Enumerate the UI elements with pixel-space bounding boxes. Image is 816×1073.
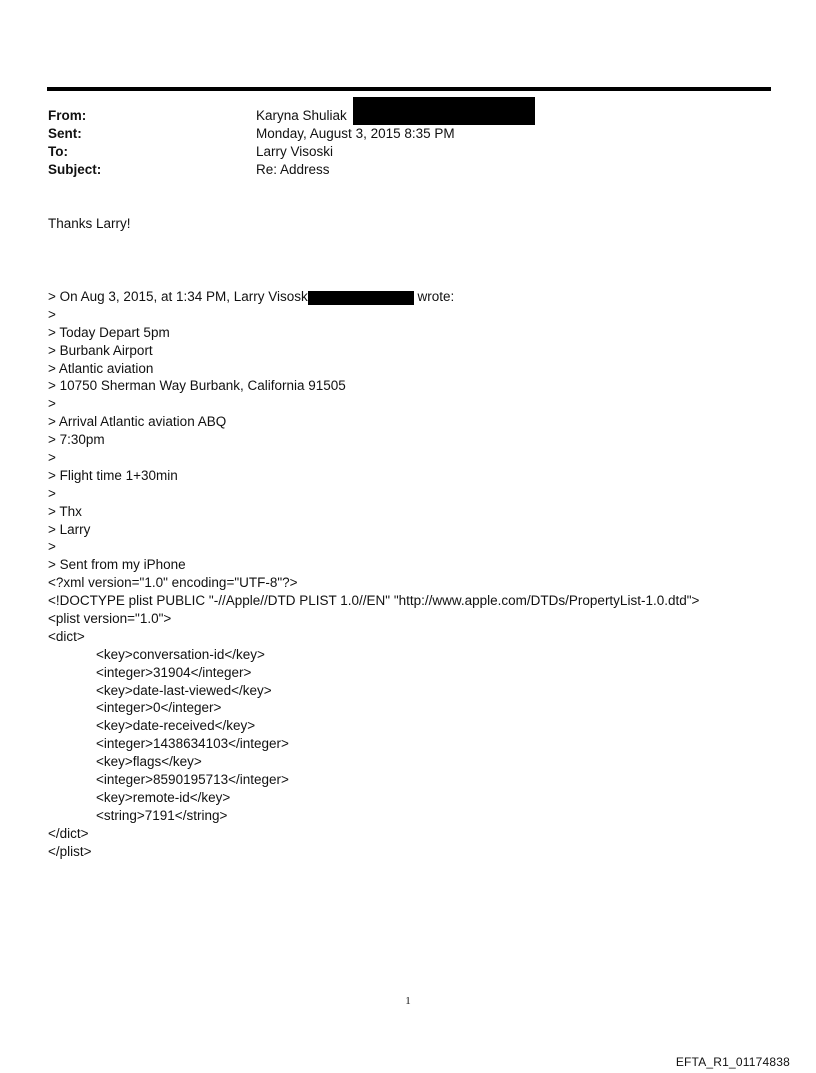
body-line: > [48,396,56,412]
page-number: 1 [405,995,411,1007]
body-line: > Thx [48,503,82,519]
from-value [256,107,535,125]
plist-line: <!DOCTYPE plist PUBLIC "-//Apple//DTD PLIST 1.0//EN" "http://www.apple.com/DTDs/PropertyList-1.0.dtd"> [48,593,700,609]
to-label: To: [48,144,68,159]
plist-line: <integer>0</integer> [96,700,222,716]
from-label: From: [48,108,87,123]
body-line: > Today Depart 5pm [48,324,170,340]
email-body [48,288,699,861]
body-line: > Burbank Airport [48,342,153,358]
plist-line: <integer>31904</integer> [96,664,252,680]
plist-line: <key>flags</key> [96,754,202,770]
plist-line: <plist version="1.0"> [48,611,172,627]
body-line: > Larry [48,521,91,537]
plist-line: <key>conversation-id</key> [96,646,265,662]
body-line: > Atlantic aviation [48,360,154,376]
body-line: > Flight time 1+30min [48,467,178,483]
plist-line: <key>date-received</key> [96,718,256,734]
redaction-box [308,291,414,305]
body-line: > Sent from my iPhone [48,557,186,573]
plist-line: <integer>1438634103</integer> [96,736,289,752]
plist-line: <string>7191</string> [96,807,228,823]
plist-line: <?xml version="1.0" encoding="UTF-8"?> [48,575,298,591]
plist-line: <integer>8590195713</integer> [96,772,289,788]
plist-line: <key>remote-id</key> [96,789,231,805]
redaction-box [353,97,535,125]
body-line: > [48,539,56,555]
plist-line: </plist> [48,843,92,859]
body-line: > [48,450,56,466]
subject-value: Re: Address [256,162,330,177]
plist-line: <key>date-last-viewed</key> [96,682,272,698]
sent-value: Monday, August 3, 2015 8:35 PM [256,126,455,141]
document-id: EFTA_R1_01174838 [675,1055,790,1069]
header-rule [47,87,771,91]
body-line: > 7:30pm [48,432,105,448]
body-line: > [48,485,56,501]
body-line: > Arrival Atlantic aviation ABQ [48,414,227,430]
body-line: > 10750 Sherman Way Burbank, California 91505 [48,378,346,394]
to-value: Larry Visoski [256,144,334,159]
subject-label: Subject: [48,162,102,177]
greeting-text: Thanks Larry! [48,216,131,231]
sent-label: Sent: [48,126,82,141]
body-line: > [48,306,56,322]
quote-intro-line: > On Aug 3, 2015, at 1:34 PM, Larry Visosk wrote: [48,289,455,304]
plist-line: <dict> [48,628,85,644]
from-name: Karyna Shuliak [256,108,347,123]
plist-line: </dict> [48,825,89,841]
